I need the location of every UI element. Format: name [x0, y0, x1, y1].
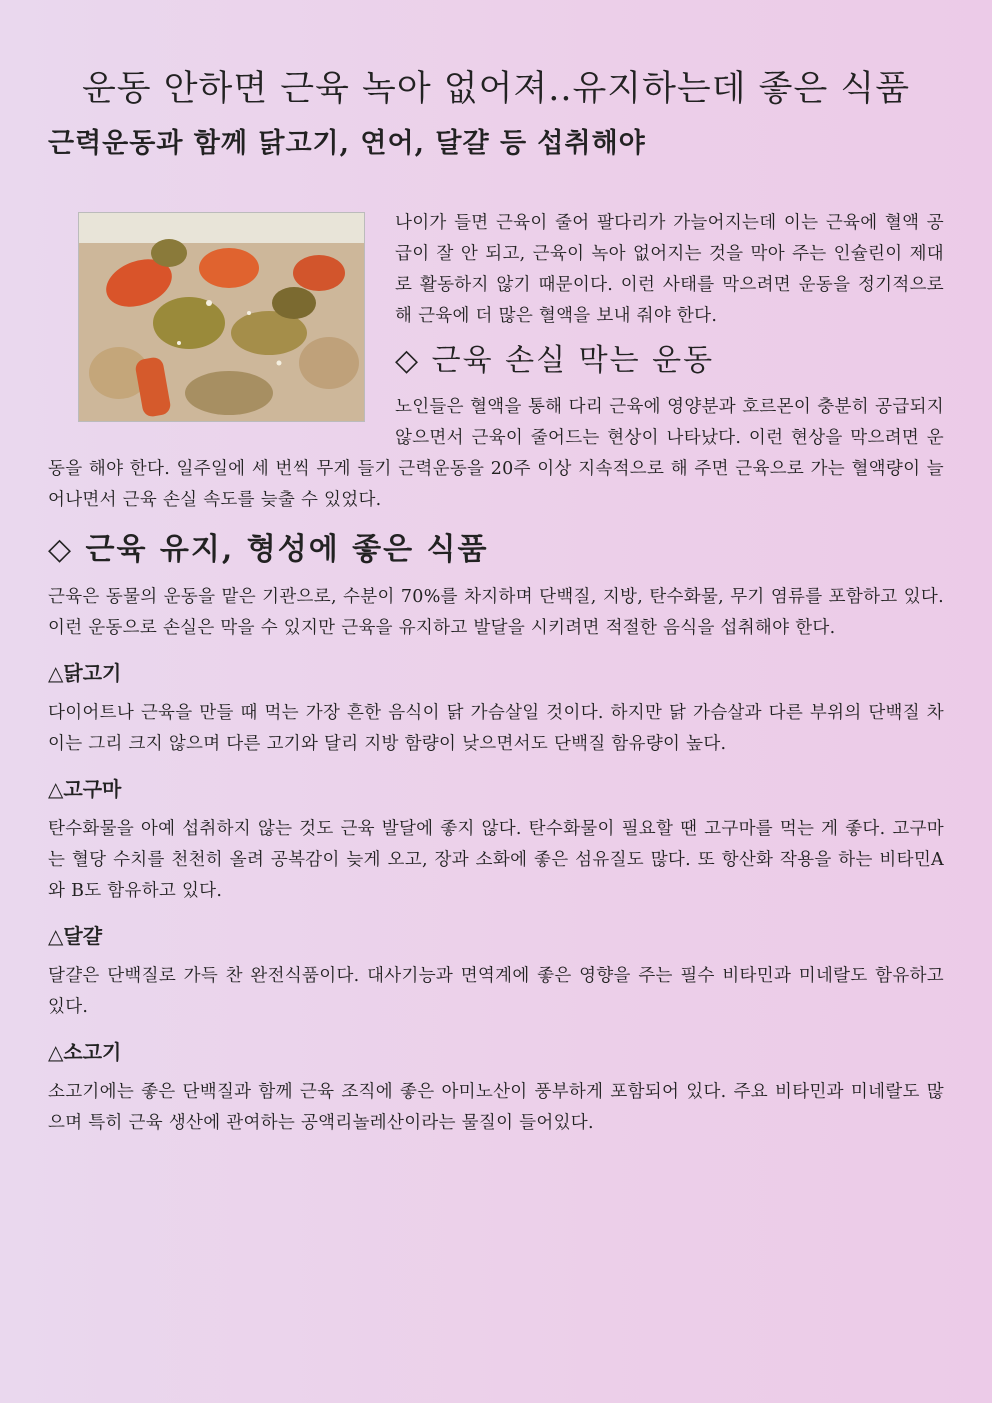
food-heading-beef: △소고기: [48, 1040, 122, 1064]
food-heading-sweet-potato: △고구마: [48, 777, 122, 801]
food-text-sweet-potato: 탄수화물을 아예 섭취하지 않는 것도 근육 발달에 좋지 않다. 탄수화물이 필요할 땐 고구마를 먹는 게 좋다. 고구마는 혈당 수치를 천천히 올려 공복감이 늦게 오고, 장과 소화에 좋은 섬유질도 많다. 또 항산화 작용을 하는 비타민A와 B도 함유하고 있다.: [48, 819, 944, 901]
article: [48, 0, 944, 1139]
food-heading-egg: △달걀: [48, 924, 103, 948]
food-text-chicken: 다이어트나 근육을 만들 때 먹는 가장 흔한 음식이 닭 가슴살일 것이다. 하지만 닭 가슴살과 다른 부위의 단백질 차이는 그리 크지 않으며 다른 고기와 달리 지방 함량이 낮으면서도 단백질 함유량이 높다.: [48, 703, 944, 754]
intro-block: [48, 208, 944, 516]
section-paragraph-food: 근육은 동물의 운동을 맡은 기관으로, 수분이 70%를 차지하며 단백질, 지방, 탄수화물, 무기 염류를 포함하고 있다. 이런 운동으로 손실은 막을 수 있지만 근육을 유지하고 발달을 시키려면 적절한 음식을 섭취해야 한다.: [48, 587, 944, 638]
intro-paragraph: 나이가 들면 근육이 줄어 팔다리가 가늘어지는데 이는 근육에 혈액 공급이 잘 안 되고, 근육이 녹아 없어지는 것을 막아 주는 인슐린이 제대로 활동하지 않기 때문이다. 이런 사태를 막으려면 운동을 정기적으로 해 근육에 더 많은 혈액을 보내 줘야 한다.: [395, 213, 944, 326]
food-heading-chicken: △닭고기: [48, 661, 122, 685]
food-photo: [78, 212, 365, 422]
section-heading-exercise: ◇ 근육 손실 막는 운동: [395, 343, 715, 378]
page-subtitle: 근력운동과 함께 닭고기, 연어, 달걀 등 섭취해야: [48, 128, 646, 159]
food-text-egg: 달걀은 단백질로 가득 찬 완전식품이다. 대사기능과 면역계에 좋은 영향을 주는 필수 비타민과 미네랄도 함유하고 있다.: [48, 966, 944, 1017]
page-title: 운동 안하면 근육 녹아 없어져..유지하는데 좋은 식품: [81, 69, 911, 109]
section-heading-food: ◇ 근육 유지, 형성에 좋은 식품: [48, 532, 489, 567]
section-paragraph-exercise: 노인들은 혈액을 통해 다리 근육에 영양분과 호르몬이 충분히 공급되지 않으면서 근육이 줄어드는 현상이 나타났다. 이런 현상을 막으려면 운동을 해야 한다. 일주일에 세 번씩 무게 들기 근력운동을 20주 이상 지속적으로 해 주면 근육으로 가는 혈액량이 늘어나면서 근육 손실 속도를 늦출 수 있었다.: [48, 397, 944, 510]
food-text-beef: 소고기에는 좋은 단백질과 함께 근육 조직에 좋은 아미노산이 풍부하게 포함되어 있다. 주요 비타민과 미네랄도 많으며 특히 근육 생산에 관여하는 공액리놀레산이라는 물질이 들어있다.: [48, 1082, 944, 1133]
